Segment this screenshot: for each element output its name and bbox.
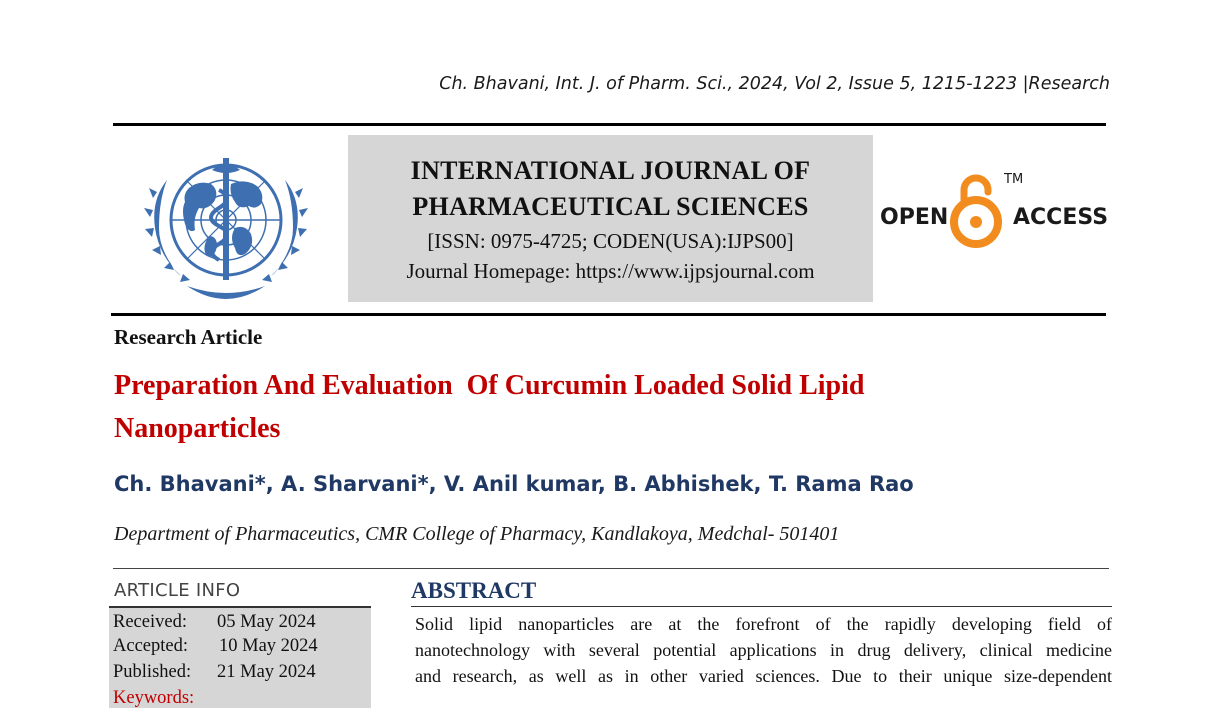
journal-title-line-2: PHARMACEUTICAL SCIENCES <box>412 192 809 221</box>
open-access-tm: TM <box>1004 172 1024 187</box>
open-access-left-text: OPEN <box>880 205 949 230</box>
accepted-row <box>113 636 318 657</box>
published-label: Published: <box>113 662 192 682</box>
abstract-line: and research, as well as in other varied sciences. Due to their unique size-dependent <box>415 666 1112 686</box>
abstract-line: nanotechnology with several potential applications in drug delivery, clinical medicine <box>415 640 1112 660</box>
accepted-date: 10 May 2024 <box>219 636 318 656</box>
abstract-heading: ABSTRACT <box>411 578 537 603</box>
accepted-label: Accepted: <box>113 636 188 656</box>
journal-homepage-link[interactable]: Journal Homepage: https://www.ijpsjournal.com <box>406 259 815 283</box>
abstract-line: Solid lipid nanoparticles are at the forefront of the rapidly developing field of <box>415 614 1112 634</box>
section-divider <box>113 568 1109 569</box>
article-title: Preparation And Evaluation Of Curcumin Loaded Solid Lipid Nanoparticles <box>114 370 865 444</box>
open-access-right-text: ACCESS <box>1013 205 1108 230</box>
received-date: 05 May 2024 <box>217 612 316 632</box>
article-info-box <box>109 606 371 708</box>
received-row <box>113 612 316 633</box>
published-date: 21 May 2024 <box>217 662 316 682</box>
journal-title <box>348 153 873 225</box>
open-access-logo <box>880 166 1108 252</box>
keywords-label: Keywords: <box>113 688 195 708</box>
running-header-citation: Ch. Bhavani, Int. J. of Pharm. Sci., 2024, Vol 2, Issue 5, 1215-1223 |Research <box>439 74 1110 94</box>
published-row <box>113 662 316 683</box>
journal-masthead <box>348 135 873 302</box>
article-type-label: Research Article <box>114 325 263 349</box>
article-info-heading: ARTICLE INFO <box>114 580 241 601</box>
received-label: Received: <box>113 612 187 632</box>
abstract-body <box>415 611 1112 689</box>
header-bottom-rule <box>111 313 1106 316</box>
journal-issn: [ISSN: 0975-4725; CODEN(USA):IJPS00] <box>427 229 794 253</box>
header-top-rule <box>113 123 1106 126</box>
author-list: Ch. Bhavani*, A. Sharvani*, V. Anil kumar, B. Abhishek, T. Rama Rao <box>114 472 914 496</box>
abstract-rule <box>411 606 1112 607</box>
journal-emblem-logo <box>127 140 325 304</box>
journal-title-line-1: INTERNATIONAL JOURNAL OF <box>410 156 811 185</box>
author-affiliation: Department of Pharmaceutics, CMR College of Pharmacy, Kandlakoya, Medchal- 501401 <box>114 523 840 545</box>
